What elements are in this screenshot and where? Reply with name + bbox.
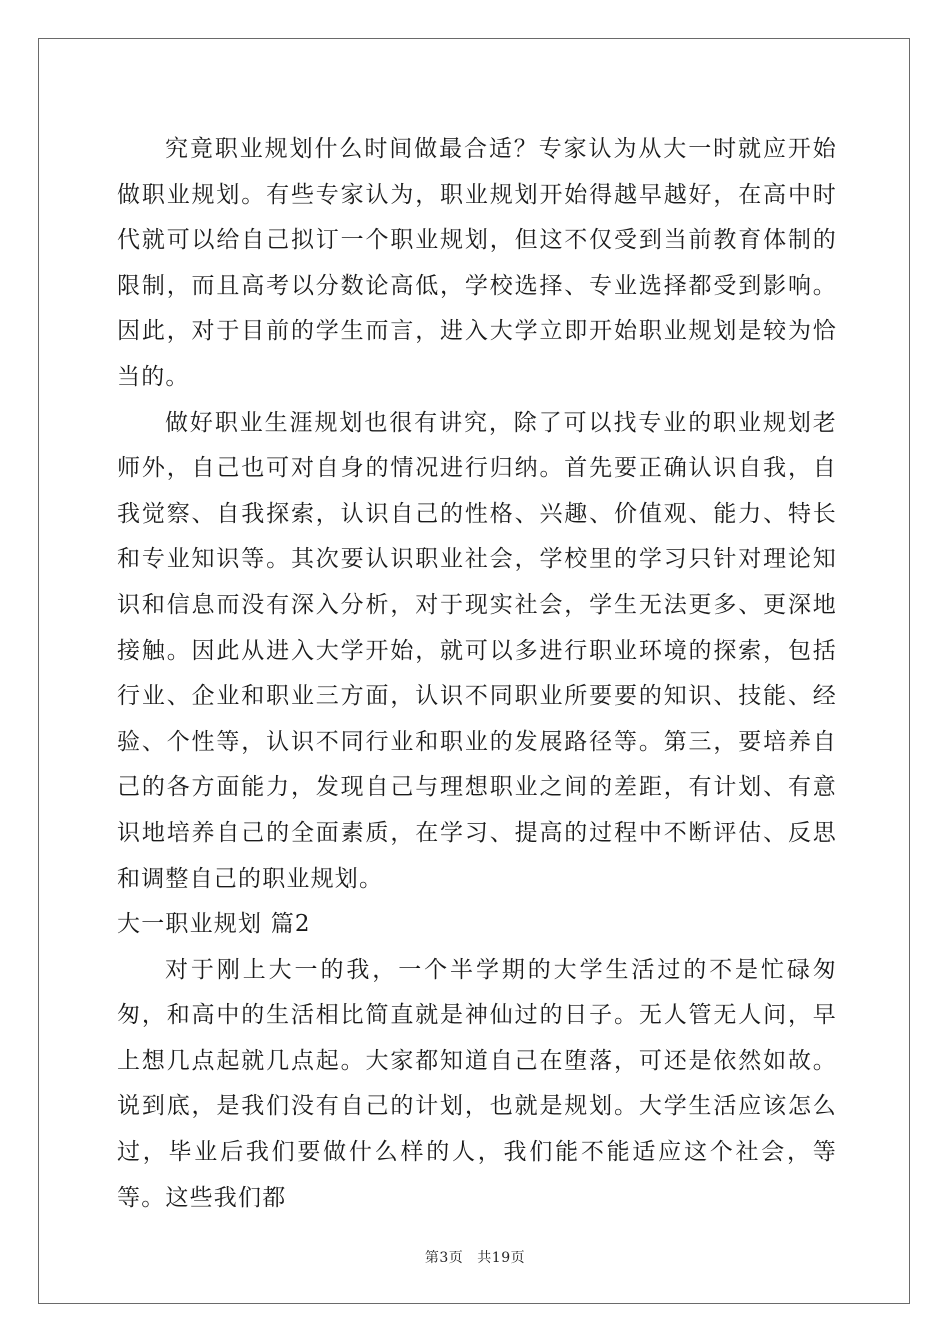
document-body — [117, 127, 837, 1221]
page-total: 共19页 — [477, 1250, 526, 1266]
paragraph-timing: 究竟职业规划什么时间做最合适？专家认为从大一时就应开始做职业规划。有些专家认为，职业规划开始得越早越好，在高中时代就可以给自己拟订一个职业规划，但这不仅受到当前教育体制的限制，而且高考以分数论高低，学校选择、专业选择都受到影响。因此，对于目前的学生而言，进入大学立即开始职业规划是较为恰当的。 — [117, 136, 837, 390]
page-footer — [0, 1247, 950, 1267]
paragraph-planning-method: 做好职业生涯规划也很有讲究，除了可以找专业的职业规划老师外，自己也可对自身的情况进行归纳。首先要正确认识自我，自我觉察、自我探索，认识自己的性格、兴趣、价值观、能力、特长和专业知识等。其次要认识职业社会，学校里的学习只针对理论知识和信息而没有深入分析，对于现实社会，学生无法更多、更深地接触。因此从进入大学开始，就可以多进行职业环境的探索，包括行业、企业和职业三方面，认识不同职业所要要的知识、技能、经验、个性等，认识不同行业和职业的发展路径等。第三，要培养自己的各方面能力，发现自己与理想职业之间的差距，有计划、有意识地培养自己的全面素质，在学习、提高的过程中不断评估、反思和调整自己的职业规划。 — [117, 409, 837, 892]
page-number: 第3页 — [424, 1250, 464, 1266]
section-heading: 大一职业规划 篇2 — [117, 911, 311, 938]
paragraph-freshman-life: 对于刚上大一的我，一个半学期的大学生活过的不是忙碌匆匆，和高中的生活相比简直就是神仙过的日子。无人管无人问，早上想几点起就几点起。大家都知道自己在堕落，可还是依然如故。说到底，是我们没有自己的计划，也就是规划。大学生活应该怎么过，毕业后我们要做什么样的人，我们能不能适应这个社会，等等。这些我们都 — [117, 956, 837, 1211]
